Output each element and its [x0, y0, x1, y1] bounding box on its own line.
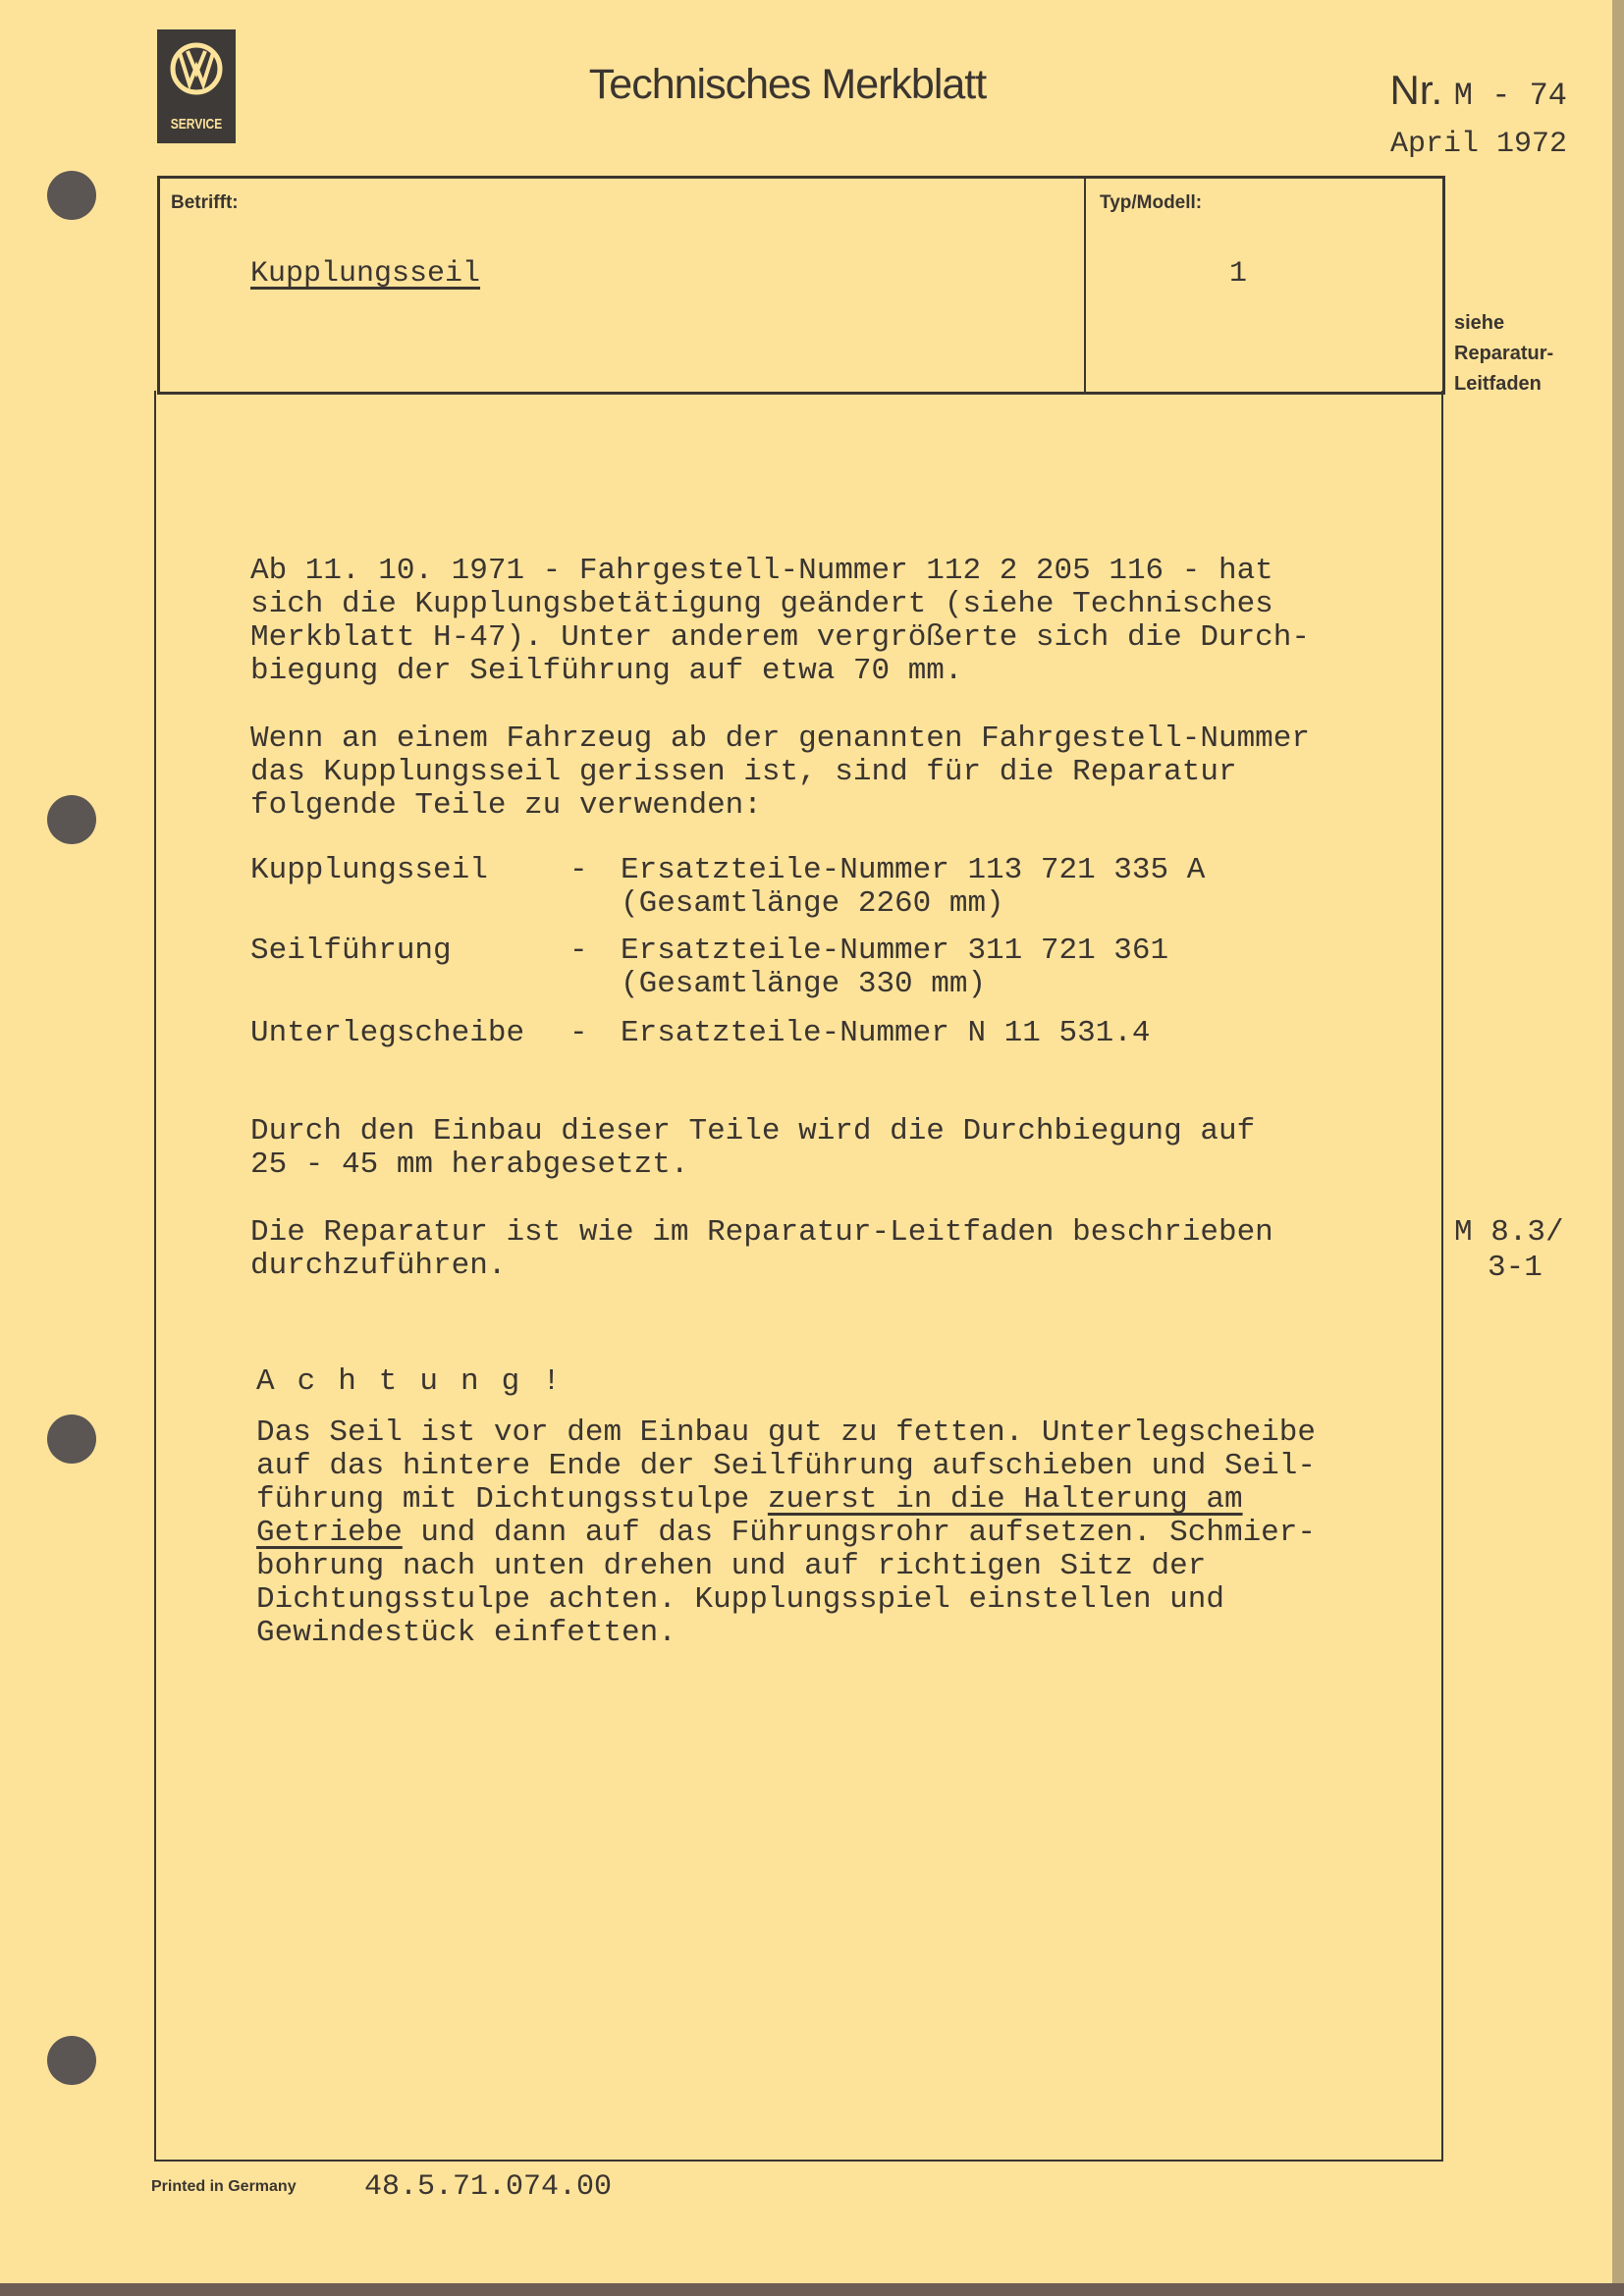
punch-hole: [47, 795, 96, 844]
side-note-line: Leitfaden: [1454, 373, 1542, 395]
side-reference: M 8.3/: [1454, 1215, 1564, 1250]
part-dash: -: [569, 934, 588, 968]
nr-value: M - 74: [1453, 78, 1567, 114]
achtung-line: auf das hintere Ende der Seilführung aufschieben und Seil-: [256, 1449, 1316, 1483]
part-name: Kupplungsseil: [250, 853, 488, 887]
achtung-line: [256, 1483, 1243, 1517]
page-edge-right: [1612, 0, 1624, 2296]
achtung-underlined-text: Getriebe: [256, 1516, 403, 1550]
part-dash: -: [569, 853, 588, 887]
achtung-line: Das Seil ist vor dem Einbau gut zu fetten. Unterlegscheibe: [256, 1415, 1316, 1450]
achtung-text: führung mit Dichtungsstulpe: [256, 1482, 768, 1517]
part-number: Ersatzteile-Nummer 113 721 335 A: [621, 853, 1206, 887]
typ-label: Typ/Modell:: [1100, 192, 1203, 213]
bulletin-number: [1389, 67, 1567, 114]
nr-prefix: Nr.: [1389, 67, 1443, 113]
part-number: Ersatzteile-Nummer 311 721 361: [621, 934, 1169, 968]
form-code: 48.5.71.074.00: [364, 2170, 613, 2204]
issue-date: April 1972: [1389, 128, 1567, 161]
part-number: Ersatzteile-Nummer N 11 531.4: [621, 1016, 1151, 1050]
part-note: (Gesamtlänge 330 mm): [621, 967, 987, 1001]
para2-line: folgende Teile zu verwenden:: [250, 788, 762, 823]
logo-service-label: SERVICE: [170, 116, 223, 133]
page-edge-bottom: [0, 2283, 1624, 2296]
part-note: (Gesamtlänge 2260 mm): [621, 886, 1004, 921]
side-note: [1454, 308, 1553, 400]
vw-emblem-icon: [168, 37, 225, 104]
para4-line: durchzuführen.: [250, 1249, 507, 1283]
para2-line: das Kupplungsseil gerissen ist, sind für die Reparatur: [250, 755, 1237, 789]
intro-line: Ab 11. 10. 1971 - Fahrgestell-Nummer 112 2 205 116 - hat: [250, 554, 1273, 588]
achtung-underlined-text: zuerst in die Halterung am: [767, 1482, 1243, 1517]
betrifft-value: Kupplungsseil: [250, 257, 481, 291]
para2-line: Wenn an einem Fahrzeug ab der genannten Fahrgestell-Nummer: [250, 721, 1310, 756]
side-note-line: Reparatur-: [1454, 343, 1554, 364]
achtung-line: Gewindestück einfetten.: [256, 1616, 677, 1650]
para3-line: 25 - 45 mm herabgesetzt.: [250, 1148, 689, 1182]
printed-in-germany: Printed in Germany: [151, 2178, 297, 2195]
side-reference: 3-1: [1488, 1251, 1543, 1285]
side-note-line: siehe: [1454, 312, 1505, 334]
achtung-text: und dann auf das Führungsrohr aufsetzen. Schmier-: [402, 1516, 1316, 1550]
achtung-line: bohrung nach unten drehen und auf richtigen Sitz der: [256, 1549, 1207, 1583]
punch-hole: [47, 2036, 96, 2085]
part-name: Seilführung: [250, 934, 452, 968]
part-name: Unterlegscheibe: [250, 1016, 525, 1050]
vw-service-logo: [157, 29, 236, 143]
para4-line: Die Reparatur ist wie im Reparatur-Leitfaden beschrieben: [250, 1215, 1273, 1250]
intro-line: sich die Kupplungsbetätigung geändert (siehe Technisches: [250, 587, 1273, 621]
intro-line: biegung der Seilführung auf etwa 70 mm.: [250, 654, 963, 688]
page-title: Technisches Merkblatt: [588, 61, 987, 108]
achtung-line: [256, 1517, 1316, 1550]
betrifft-label: Betrifft:: [171, 192, 239, 213]
achtung-line: Dichtungsstulpe achten. Kupplungsspiel einstellen und: [256, 1582, 1224, 1617]
part-dash: -: [569, 1016, 588, 1050]
punch-hole: [47, 1415, 96, 1464]
punch-hole: [47, 171, 96, 220]
typ-value: 1: [1229, 257, 1248, 291]
para3-line: Durch den Einbau dieser Teile wird die Durchbiegung auf: [250, 1114, 1256, 1148]
subject-divider: [1084, 176, 1086, 392]
intro-line: Merkblatt H-47). Unter anderem vergrößerte sich die Durch-: [250, 620, 1310, 655]
achtung-heading: Achtung!: [256, 1364, 583, 1399]
